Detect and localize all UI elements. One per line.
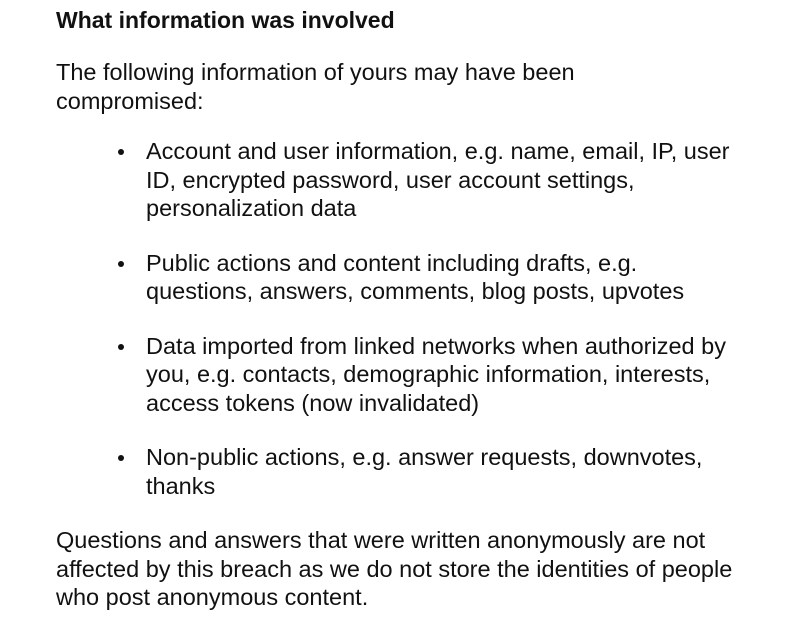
list-item-text: Public actions and content including drafts, e.g. questions, answers, comments, blog posts, upvotes	[146, 249, 685, 304]
bullet-icon	[118, 149, 124, 155]
section-heading: What information was involved	[56, 7, 395, 33]
list-item	[56, 249, 746, 306]
bullet-icon	[118, 344, 124, 350]
info-list	[56, 137, 780, 500]
bullet-icon	[118, 455, 124, 461]
list-item-text: Account and user information, e.g. name, email, IP, user ID, encrypted password, user account settings, personalization data	[146, 138, 730, 221]
list-item	[56, 332, 746, 418]
list-item	[56, 137, 746, 223]
list-item-text: Data imported from linked networks when authorized by you, e.g. contacts, demographic information, interests, access tokens (now invalidated)	[146, 332, 726, 416]
intro-paragraph: The following information of yours may have been compromised:	[56, 59, 575, 114]
list-item	[56, 443, 746, 500]
bullet-icon	[118, 261, 124, 267]
list-item-text: Non-public actions, e.g. answer requests, downvotes, thanks	[146, 444, 703, 499]
outro-paragraph: Questions and answers that were written anonymously are not affected by this breach as we do not store the identities of people who post anonymous content.	[56, 527, 733, 610]
